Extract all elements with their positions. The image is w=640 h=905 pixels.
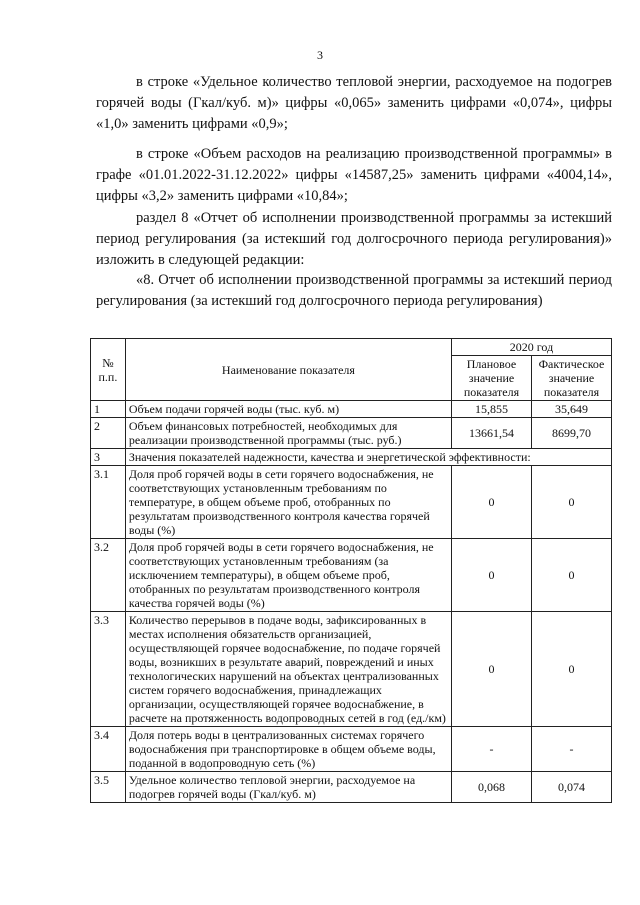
row-plan: 0 [451,466,531,539]
row-fact: 0 [531,466,611,539]
page-number: 3 [317,48,323,62]
row-fact: 0 [531,539,611,612]
paragraph-expenses: в строке «Объем расходов на реализацию производственной программы» в графе «01.01.2022-31.12.2022» цифры «14587,25» заменить цифрами «4004,14», цифры «3,2» заменить цифрами «10,84»; [96,146,612,204]
table-section-row [91,449,612,466]
row-plan: 15,855 [451,401,531,418]
row-plan: 13661,54 [451,418,531,449]
row-plan: 0 [451,612,531,727]
row-name: Доля проб горячей воды в сети горячего водоснабжения, не соответствующих установленным требованиям (за исключением температуры), в общем объеме проб, отобранных по результатам производственного контроля качества горячей воды (%) [125,539,451,612]
row-name: Количество перерывов в подаче воды, зафиксированных в местах исполнения обязательств организацией, осуществляющей горячее водоснабжение, по подаче горячей воды, возникших в результате аварий, повреждений и иных технологических нарушений на объектах централизованных систем горячего водоснабжения, принадлежащих организации, осуществляющей горячее водоснабжение, в расчете на протяженность водопроводных сетей в год (ед./км) [125,612,451,727]
row-plan: - [451,727,531,772]
header-fact: Фактическое значение показателя [531,356,611,401]
row-fact: - [531,727,611,772]
paragraph-section-8: раздел 8 «Отчет об исполнении производственной программы за истекший период регулирования (за истекший год долгосрочного периода регулирования)» изложить в следующей редакции: [96,210,612,268]
table-row [91,612,612,727]
row-num: 3.1 [91,466,126,539]
table-row [91,418,612,449]
row-fact: 0 [531,612,611,727]
row-fact: 0,074 [531,772,611,803]
table-row [91,772,612,803]
table-row [91,401,612,418]
table-row [91,466,612,539]
row-name: Объем финансовых потребностей, необходимых для реализации производственной программы (тыс. руб.) [125,418,451,449]
report-table [90,338,612,803]
row-fact: 35,649 [531,401,611,418]
row-name: Удельное количество тепловой энергии, расходуемое на подогрев горячей воды (Гкал/куб. м) [125,772,451,803]
header-num: № п.п. [91,339,126,401]
row-name: Объем подачи горячей воды (тыс. куб. м) [125,401,451,418]
row-num: 3.3 [91,612,126,727]
row-num: 3.4 [91,727,126,772]
header-plan: Плановое значение показателя [451,356,531,401]
row-num: 2 [91,418,126,449]
row-section-title: Значения показателей надежности, качества и энергетической эффективности: [125,449,611,466]
paragraph-water-heating: в строке «Удельное количество тепловой энергии, расходуемое на подогрев горячей воды (Гкал/куб. м)» цифры «0,065» заменить цифрами «0,074», цифры «1,0» заменить цифрами «0,9»; [96,74,612,132]
header-year: 2020 год [451,339,611,356]
row-num: 1 [91,401,126,418]
row-name: Доля проб горячей воды в сети горячего водоснабжения, не соответствующих установленным требованиям по температуре, в общем объеме проб, отобранных по результатам производственного контроля качества горячей воды (%) [125,466,451,539]
row-num: 3.5 [91,772,126,803]
header-name: Наименование показателя [125,339,451,401]
row-num: 3.2 [91,539,126,612]
paragraph-report-title: «8. Отчет об исполнении производственной программы за истекший период регулирования (за истекший год долгосрочного периода регулирования) [96,272,612,309]
row-name: Доля потерь воды в централизованных системах горячего водоснабжения при транспортировке в общем объеме воды, поданной в водопроводную сеть (%) [125,727,451,772]
row-num: 3 [91,449,126,466]
row-plan: 0,068 [451,772,531,803]
table-header-row [91,339,612,356]
table-row [91,727,612,772]
table-row [91,539,612,612]
row-plan: 0 [451,539,531,612]
row-fact: 8699,70 [531,418,611,449]
